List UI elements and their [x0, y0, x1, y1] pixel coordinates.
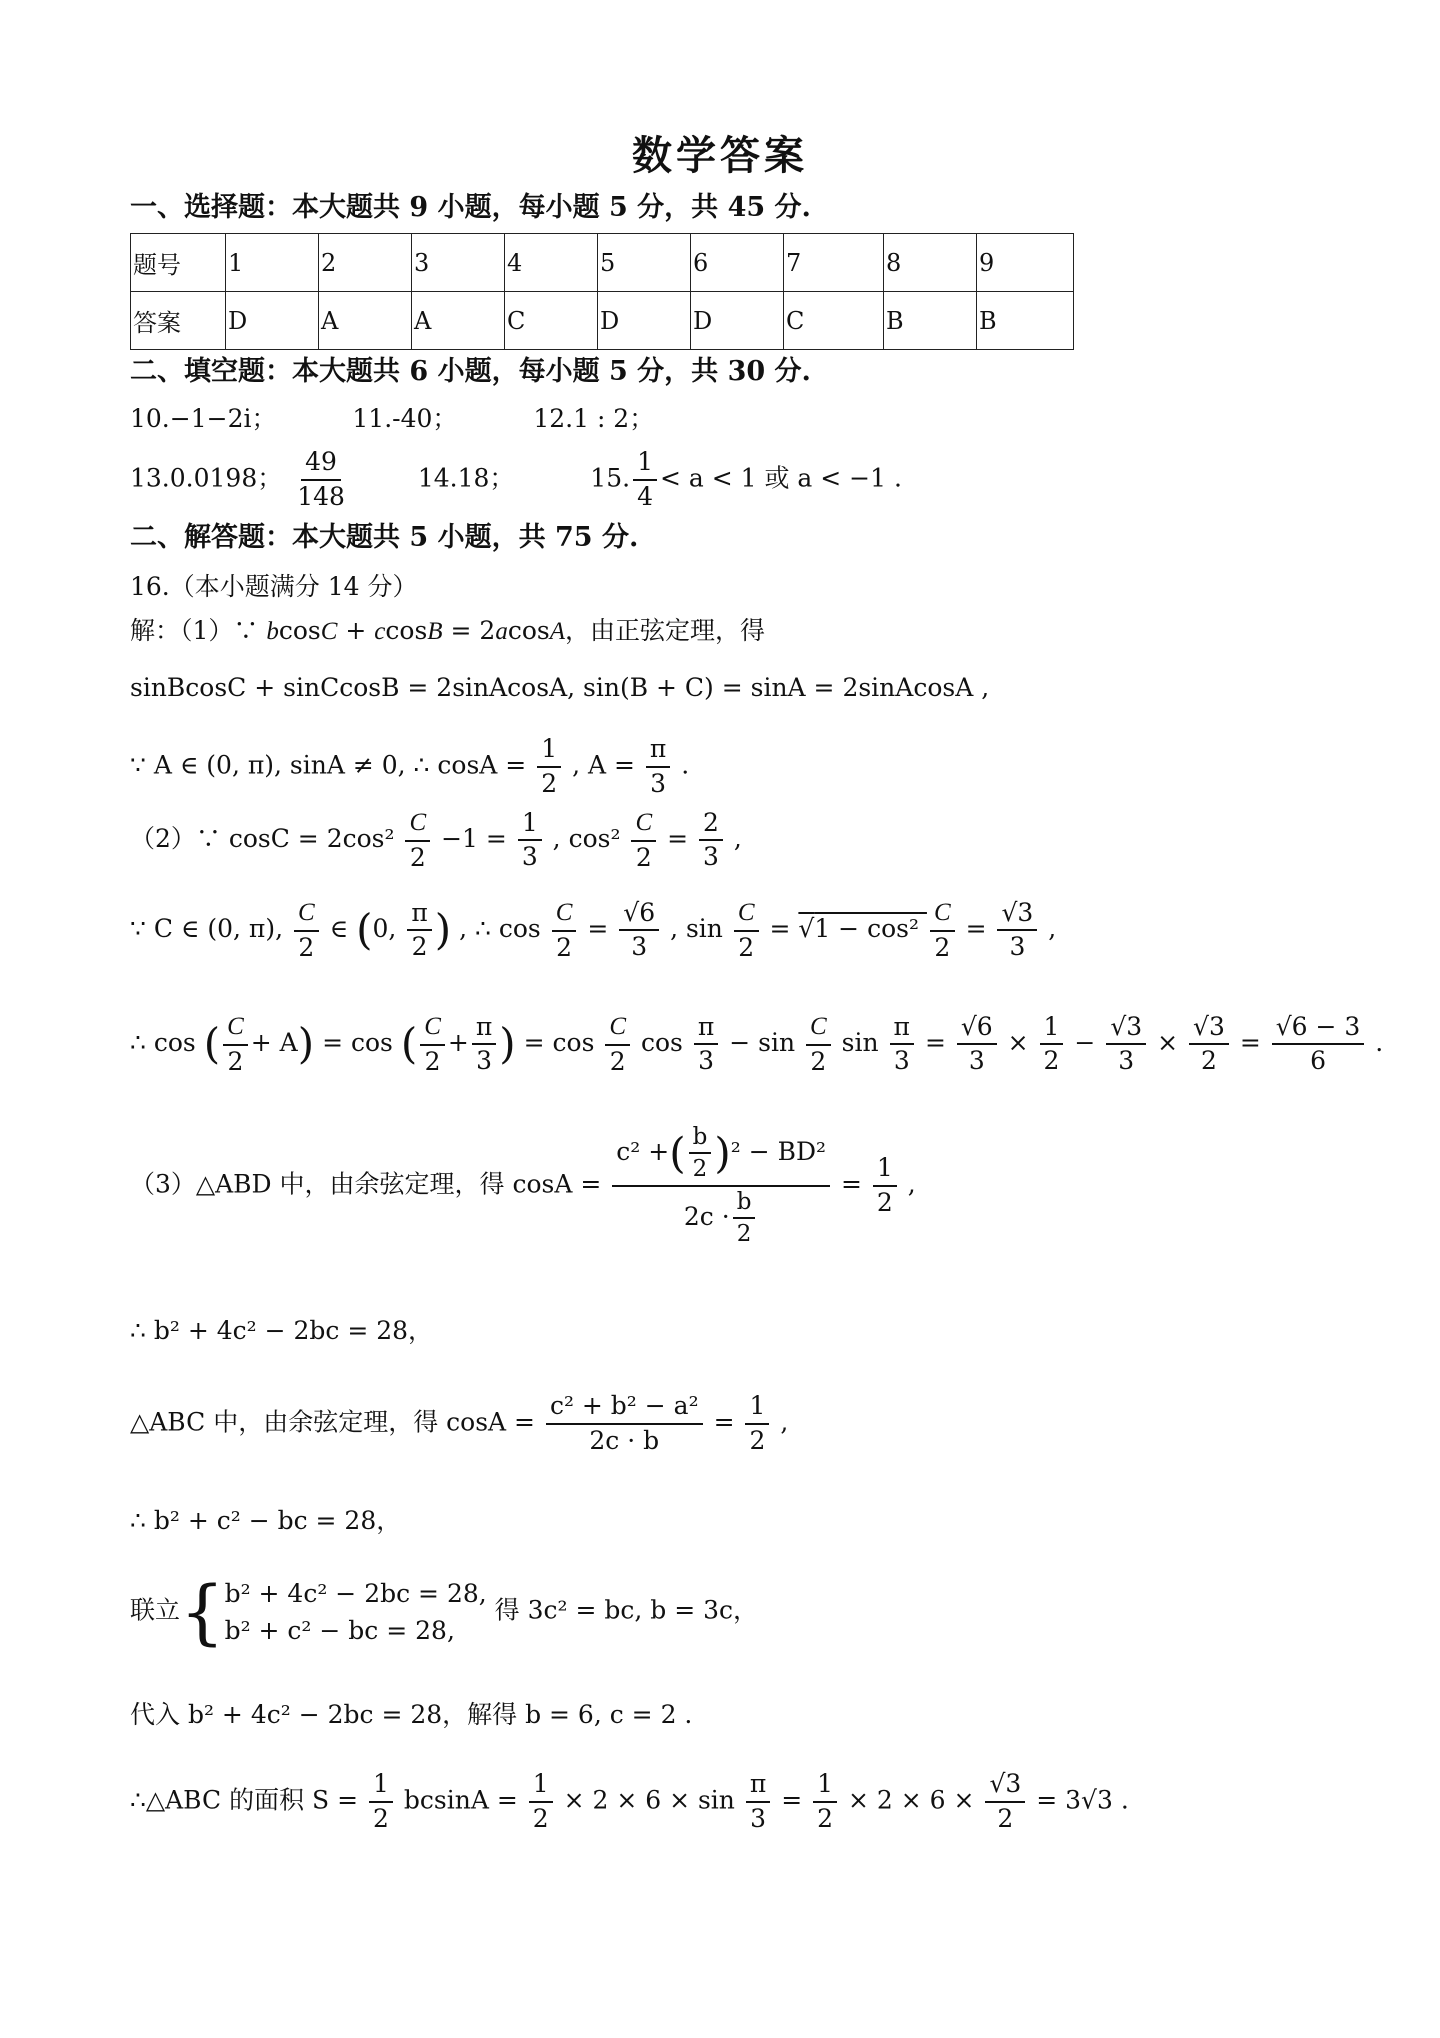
table-cell: D	[226, 292, 319, 350]
answer-table	[130, 233, 1074, 350]
q15-label: 15.	[590, 463, 631, 493]
table-cell: C	[784, 292, 884, 350]
q10-label: 10.	[130, 404, 170, 433]
q16-line-10: ∴ b² + c² − bc = 28，	[130, 1506, 402, 1535]
table-cell: D	[691, 292, 784, 350]
section-solution-heading: 二、解答题：本大题共 5 小题，共 75 分.	[130, 522, 639, 553]
table-cell: 2	[319, 234, 412, 292]
section-choice-heading: 一、选择题：本大题共 9 小题，每小题 5 分，共 45 分.	[130, 192, 811, 223]
q16-line-6: ∴ cos ( $\frac{C}{2}$ + A) = cos ( $\frac{C}{2}$ + $\frac{\pi}{3}$ ) = cos $\frac{C}{2}$ cos $\frac{\pi}{3}$ − sin $\frac{C}{2}$ sin $\frac{\pi}{3}$ = $\frac{√6}{3}$ × $\frac{1}{2}$ − $\frac{√3}{3}$ × $\frac{√3}{2}$ = $\frac{√6 - 3}{6}$ .	[130, 1011, 1384, 1076]
q16-line-1: 解：（1）∵ bcosC + ccosB = 2acosA，由正弦定理，得	[130, 616, 765, 645]
row-label-answer: 答案	[131, 292, 226, 350]
row-label-number: 题号	[131, 234, 226, 292]
table-cell: B	[977, 292, 1074, 350]
section-fill-heading: 二、填空题：本大题共 6 小题，每小题 5 分，共 30 分.	[130, 356, 811, 387]
q13-answer: 13.0.0198；	[130, 463, 283, 493]
q15-fraction: $\frac{1}{4}$	[633, 448, 657, 512]
q12-answer: 12.1 : 2；	[533, 404, 655, 433]
q13-fraction: $\frac{49}{148}$	[297, 447, 345, 511]
table-cell: 1	[226, 234, 319, 292]
table-cell: 5	[598, 234, 691, 292]
table-cell: 9	[977, 234, 1074, 292]
table-cell: C	[505, 292, 598, 350]
q16-header: 16.（本小题满分 14 分）	[130, 572, 418, 601]
table-cell: 7	[784, 234, 884, 292]
table-cell: A	[412, 292, 505, 350]
table-row-answers	[131, 292, 1074, 350]
q10-answer: −1−2i	[169, 404, 252, 433]
q16-line-11: 联立{ b² + 4c² − 2bc = 28, b² + c² − bc = 28, 得 3c² = bc, b = 3c，	[130, 1571, 759, 1653]
fill-line-1: 10.−1−2i； 11.-40； 12.1 : 2；	[130, 404, 655, 433]
table-cell: 4	[505, 234, 598, 292]
q11-answer: 11.-40；	[352, 404, 458, 433]
page-title: 数学答案	[632, 132, 808, 179]
q16-line-8: ∴ b² + 4c² − 2bc = 28，	[130, 1316, 434, 1345]
q16-line-13: ∴△ABC 的面积 S = $\frac{1}{2}$ bcsinA = $\frac{1}{2}$ × 2 × 6 × sin $\frac{\pi}{3}$ = $\frac{1}{2}$ × 2 × 6 × $\frac{√3}{2}$ = 3√3 .	[130, 1769, 1129, 1833]
table-cell: 8	[884, 234, 977, 292]
q16-line-2: sinBcosC + sinCcosB = 2sinAcosA, sin(B + C) = sinA = 2sinAcosA ,	[130, 673, 990, 702]
q16-line-5: ∵ C ∈ (0, π), $\frac{C}{2}$ ∈ (0, $\frac{\pi}{2}$ ) , ∴ cos $\frac{C}{2}$ = $\frac{√6}{3}$ , sin $\frac{C}{2}$ = √1 − cos² $\frac{C}{2}$ = $\frac{√3}{3}$ ,	[130, 897, 1057, 962]
q16-line-7: （3）△ABD 中，由余弦定理，得 cosA = c² +( $\frac{b}{2}$ )² − BD² 2c · $\frac{b}{2}$ = $\frac{1}{2}$ ,	[130, 1124, 916, 1248]
q16-line-9: △ABC 中，由余弦定理，得 cosA = $\frac{\text{c² + b² − a²}}{2c \cdot b}$ = $\frac{1}{2}$ ,	[130, 1391, 789, 1455]
table-cell: 6	[691, 234, 784, 292]
table-cell: 3	[412, 234, 505, 292]
q16-line-4: （2）∵ cosC = 2cos² $\frac{C}{2}$ −1 = $\frac{1}{3}$ , cos² $\frac{C}{2}$ = $\frac{2}{3}$ ,	[130, 807, 742, 872]
fill-line-2	[130, 448, 902, 512]
table-cell: B	[884, 292, 977, 350]
q16-line-3: ∵ A ∈ (0, π), sinA ≠ 0, ∴ cosA = $\frac{1}{2}$ , A = $\frac{\pi}{3}$ .	[130, 734, 690, 798]
table-row-numbers	[131, 234, 1074, 292]
q14-answer: 14.18；	[417, 463, 515, 493]
table-cell: D	[598, 292, 691, 350]
q16-line-12: 代入 b² + 4c² − 2bc = 28，解得 b = 6, c = 2 .	[130, 1700, 693, 1729]
q15-answer: < a < 1 或 a < −1 .	[659, 463, 902, 493]
table-cell: A	[319, 292, 412, 350]
